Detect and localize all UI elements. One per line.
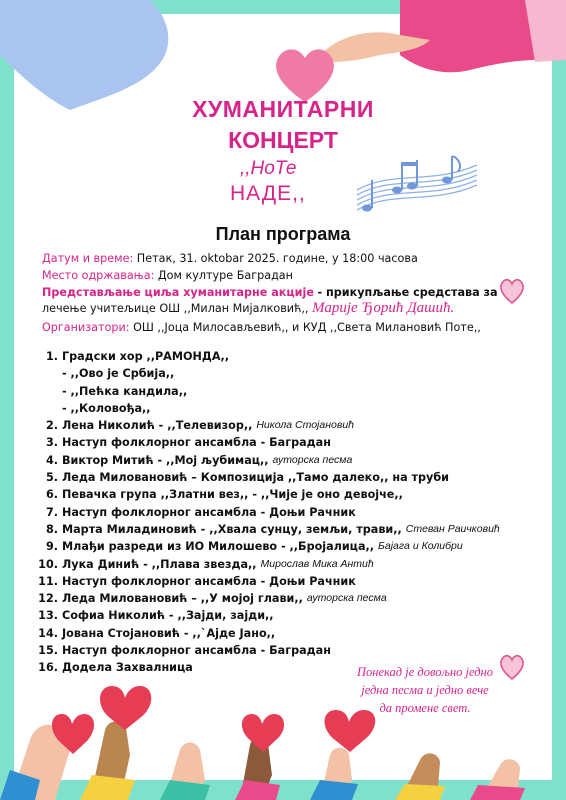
date-line	[42, 252, 418, 265]
list-item: 6. Певачка група ,,Златни вез,, - ,,Чије је оно девојче,,	[45, 488, 403, 502]
list-item: 2. Лена Николић - ,,Телевизор,, Никола Стојановић	[45, 419, 355, 433]
list-item: - ,,Пећка кандила,,	[62, 384, 188, 398]
goal-value: - прикупљање средстава за	[317, 286, 498, 299]
title-line-2: КОНЦЕРТ	[228, 127, 338, 153]
goal-line	[42, 286, 498, 299]
place-label: Место одржавања:	[42, 269, 155, 282]
list-item: 14. Јована Стојановић - ,,`Аjде Јано,,	[38, 626, 276, 640]
list-item: - ,,Ово је Србија,,	[62, 367, 175, 381]
title-line-1: ХУМАНИТАРНИ	[192, 96, 374, 122]
pink-heart-outline-icon	[498, 276, 526, 306]
list-item: 12. Леда Миловановић – ,,У мојој глави,, ауторска песма	[38, 592, 387, 606]
pink-heart-outline-icon	[498, 652, 526, 682]
list-item: 5. Леда Миловановић – Композиција ,,Тамо далеко,, на труби	[45, 471, 449, 485]
list-item: 3. Наступ фолклорног ансамбла - Баградан	[45, 436, 331, 450]
date-value: Петак, 31. oktobar 2025. године, у 18:00 часова	[136, 252, 418, 265]
list-item: 8. Марта Миладиновић - ,,Хвала сунцу, земљи, трави,, Стеван Раичковић	[45, 522, 500, 536]
program-list	[34, 350, 500, 679]
organizers-label: Организатори:	[42, 321, 130, 334]
quote-line-1: Понекад је довољно једно	[356, 665, 494, 679]
date-label: Датум и време:	[42, 252, 134, 265]
place-line	[42, 269, 293, 282]
hands-with-hearts-illustration	[0, 680, 566, 800]
place-value: Дом културе Баградан	[157, 269, 293, 282]
list-item: 11. Наступ фолклорног ансамбла - Доњи Рачник	[38, 574, 356, 588]
goal-line-2-text: лечење учитељице ОШ ,,Милан Мијалковић,,	[42, 302, 309, 315]
list-item: 13. Софиа Николић - ,,Заjди, заjди,,	[38, 609, 274, 623]
list-item: 15. Наступ фолклорног ансамбла - Баградан	[38, 644, 331, 658]
list-item: 10. Лука Динић - ,,Плава звезда,, Мирослав Мика Антић	[38, 557, 374, 571]
organizers-line	[42, 321, 481, 334]
goal-line-2	[42, 300, 454, 317]
organizers-value: ОШ ,,Јоца Милосављевић,, и КУД ,,Света Милановић Поте,,	[133, 321, 481, 334]
list-item: 1. Градски хор ,,РАМОНДА,,	[45, 350, 229, 363]
quote-line-2: једна песма и једно вече	[361, 683, 489, 697]
goal-label: Представљање циља хуманитарне акције	[42, 286, 314, 299]
goal-name: Марије Ђорић Дашић.	[312, 300, 455, 316]
subtitle-line-1: ,,НоТе	[240, 158, 297, 179]
plan-title: План програма	[215, 224, 351, 244]
music-notes-icon	[352, 150, 482, 230]
list-item: 4. Виктор Митић - ,,Мој љубимац,, ауторска песма	[45, 453, 353, 467]
quote-line-3: да промене свет.	[379, 701, 471, 715]
list-item: 7. Наступ фолклорног ансамбла - Доњи Рачник	[45, 505, 356, 519]
list-item: - ,,Коловођа,,	[62, 401, 151, 415]
list-item: 9. Млађи разреди из ИО Милошево - ,,Бројалица,, Бајагa и Колибри	[45, 540, 463, 554]
list-item: 16. Додела Захвалница	[38, 661, 193, 675]
subtitle-line-2: НАДЕ,,	[230, 182, 306, 205]
